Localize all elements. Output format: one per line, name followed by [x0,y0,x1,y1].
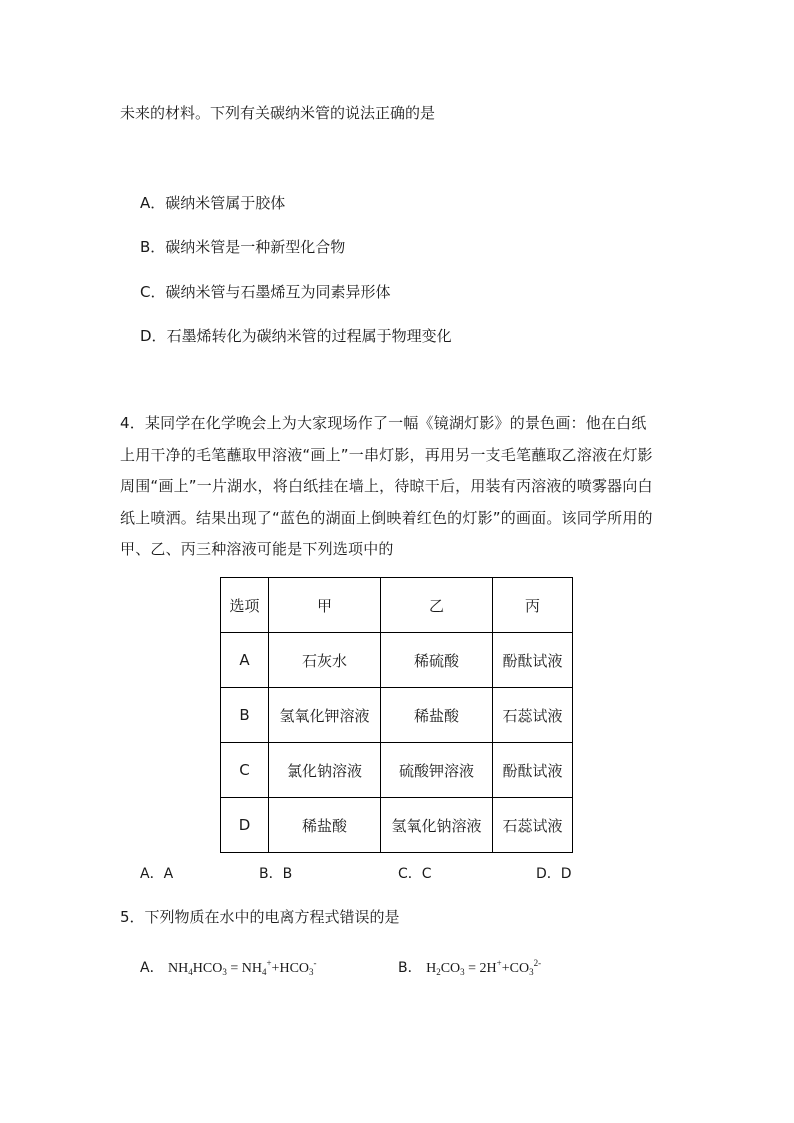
table-header-cell: 甲 [269,578,381,633]
table-cell: 石蕊试液 [493,798,573,853]
q4-stem-line: 上用干净的毛笔蘸取甲溶液“画上”一串灯影，再用另一支毛笔蘸取乙溶液在灯影 [120,445,653,464]
table-header-cell: 丙 [493,578,573,633]
equation-a: $NH_4HCO_3 = NH_4^++HCO_3^-$ [168,958,317,977]
option-label: B． [398,960,422,976]
option-text: 碳纳米管是一种新型化合物 [165,238,346,256]
q3-option-c [140,281,391,302]
table-cell: 酚酞试液 [493,743,573,798]
option-label: D． [140,327,167,345]
option-text: 碳纳米管属于胶体 [165,194,286,212]
q3-stem-tail: 未来的材料。下列有关碳纳米管的说法正确的是 [120,104,436,122]
option-text: 碳纳米管与石墨烯互为同素异形体 [165,283,391,301]
q4-answer-c: C．C [398,866,432,882]
option-label: B． [140,238,166,256]
table-cell: 石蕊试液 [493,688,573,743]
option-label: A． [140,960,164,976]
table-cell: B [221,688,269,743]
table-cell: 石灰水 [269,633,381,688]
table-cell: 稀硫酸 [381,633,493,688]
table-cell: 氢氧化钠溶液 [381,798,493,853]
q4-stem-line: 甲、乙、丙三种溶液可能是下列选项中的 [120,540,394,558]
table-cell: D [221,798,269,853]
q5-option-b [398,957,541,977]
q4-answer-b: B．B [259,866,293,882]
q5-option-a [140,957,317,977]
option-text: 石墨烯转化为碳纳米管的过程属于物理变化 [166,327,452,345]
table-cell: 氢氧化钾溶液 [269,688,381,743]
table-header-row [221,578,573,633]
equation-b: $H_2CO_3 = 2H^++CO_3^{2-}$ [426,958,542,977]
table-cell: 硫酸钾溶液 [381,743,493,798]
q3-option-b [140,236,345,257]
table-row [221,798,573,853]
table-cell: A [221,633,269,688]
table-cell: 氯化钠溶液 [269,743,381,798]
q4-stem [120,408,680,566]
table-row [221,688,573,743]
q3-option-d [140,325,452,346]
option-label: C． [140,283,166,301]
table-cell: 稀盐酸 [269,798,381,853]
table-header-cell: 乙 [381,578,493,633]
q4-answer-a: A．A [140,866,174,882]
table-cell: 稀盐酸 [381,688,493,743]
q3-option-a [140,192,285,213]
q4-stem-line: 4．某同学在化学晚会上为大家现场作了一幅《镜湖灯影》的景色画：他在白纸 [120,414,647,432]
table-cell: C [221,743,269,798]
table-cell: 酚酞试液 [493,633,573,688]
table-header-cell: 选项 [221,578,269,633]
q4-stem-line: 周围“画上”一片湖水，将白纸挂在墙上，待晾干后，用装有丙溶液的喷雾器向白 [120,477,653,495]
table-row [221,633,573,688]
option-label: A． [140,194,166,212]
q4-stem-line: 纸上喷洒。结果出现了“蓝色的湖面上倒映着红色的灯影”的画面。该同学所用的 [120,508,653,527]
q4-answer-d: D．D [536,866,572,882]
q4-options-table [220,577,573,853]
q5-stem: 5．下列物质在水中的电离方程式错误的是 [120,908,400,926]
table-row [221,743,573,798]
